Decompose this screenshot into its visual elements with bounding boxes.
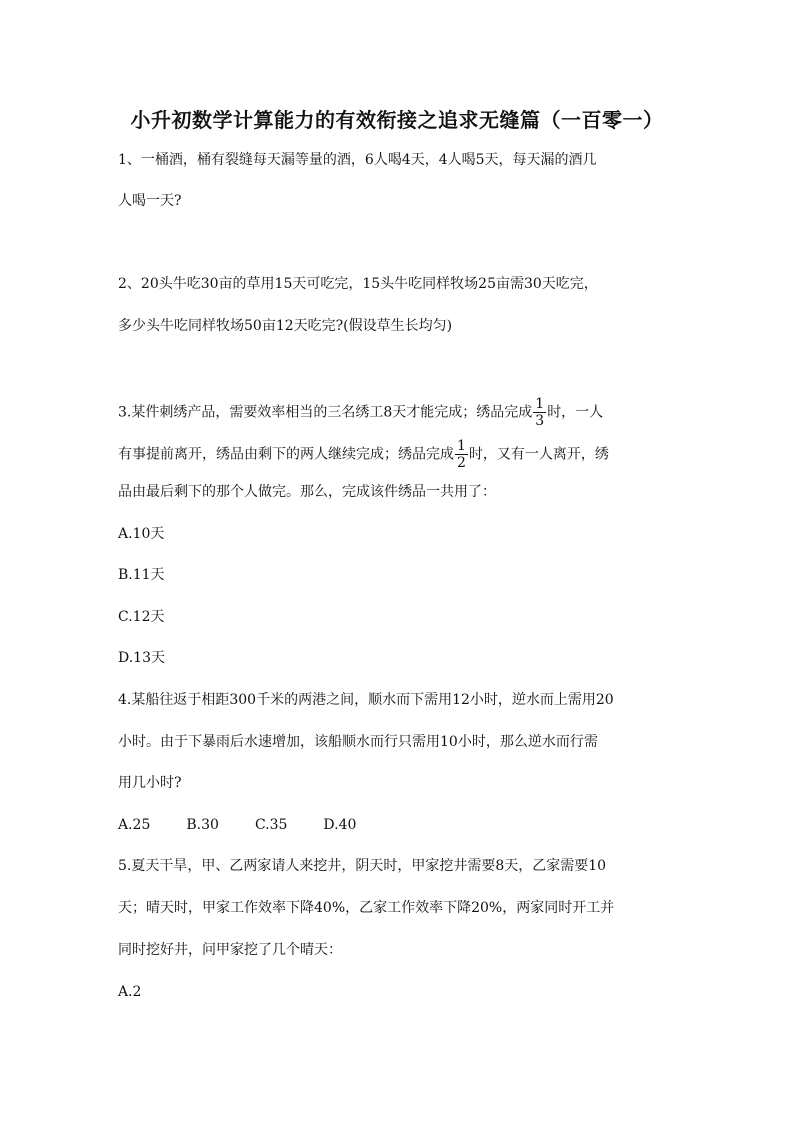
fraction-denominator: 3	[535, 413, 545, 429]
fraction-denominator: 2	[457, 455, 466, 471]
question-4-option-b: B.30	[186, 817, 219, 833]
question-1-line-1: 1、一桶酒，桶有裂缝每天漏等量的酒，6人喝4天，4人喝5天，每天漏的酒几	[118, 152, 597, 168]
fraction-one-third	[533, 396, 546, 429]
question-4-options	[118, 815, 684, 835]
question-3-option-a: A.10天	[118, 526, 165, 542]
question-3-line-1-text-b: 时，一人	[547, 404, 604, 421]
question-4-option-c: C.35	[254, 817, 288, 833]
question-2-line-2: 多少头牛吃同样牧场50亩12天吃完?(假设草生长均匀)	[118, 318, 453, 334]
question-3-line-2-text-a: 有事提前离开，绣品由剩下的两人继续完成；绣品完成	[118, 446, 454, 463]
question-3-line-1-text-a: 3.某件刺绣产品，需要效率相当的三名绣工8天才能完成；绣品完成	[118, 404, 533, 421]
question-3-line-1	[118, 396, 684, 429]
question-5-option-a: A.2	[118, 984, 142, 1000]
question-4-line-3: 用几小时?	[118, 775, 182, 791]
question-3-line-2	[118, 438, 684, 471]
question-1-line-2: 人喝一天?	[118, 193, 182, 209]
question-4-line-1: 4.某船往返于相距300千米的两港之间，顺水而下需用12小时，逆水而上需用20	[118, 692, 614, 708]
question-4-option-a: A.25	[118, 817, 151, 833]
question-4-option-d: D.40	[323, 817, 357, 833]
question-4-line-2: 小时。由于下暴雨后水速增加，该船顺水而行只需用10小时，那么逆水而行需	[118, 734, 598, 750]
question-3-line-2-text-b: 时，又有一人离开，绣	[468, 446, 609, 463]
question-5-line-2: 天；晴天时，甲家工作效率下降40%，乙家工作效率下降20%，两家同时开工并	[118, 900, 615, 916]
question-2-line-1: 2、20头牛吃30亩的草用15天可吃完，15头牛吃同样牧场25亩需30天吃完，	[118, 276, 598, 292]
question-3-option-d: D.13天	[118, 650, 165, 666]
fraction-numerator: 1	[535, 396, 545, 412]
question-3-option-c: C.12天	[118, 609, 165, 625]
fraction-one-half	[455, 438, 468, 471]
fraction-numerator: 1	[457, 438, 466, 454]
question-5-line-1: 5.夏天干旱，甲、乙两家请人来挖井，阴天时，甲家挖井需要8天，乙家需要10	[118, 858, 607, 874]
question-3-option-b: B.11天	[118, 567, 165, 583]
question-5-line-3: 同时挖好井，问甲家挖了几个晴天：	[118, 942, 342, 958]
question-3-line-3: 品由最后剩下的那个人做完。那么，完成该件绣品一共用了：	[118, 484, 496, 500]
page-title: 小升初数学计算能力的有效衔接之追求无缝篇（一百零一）	[130, 108, 664, 132]
